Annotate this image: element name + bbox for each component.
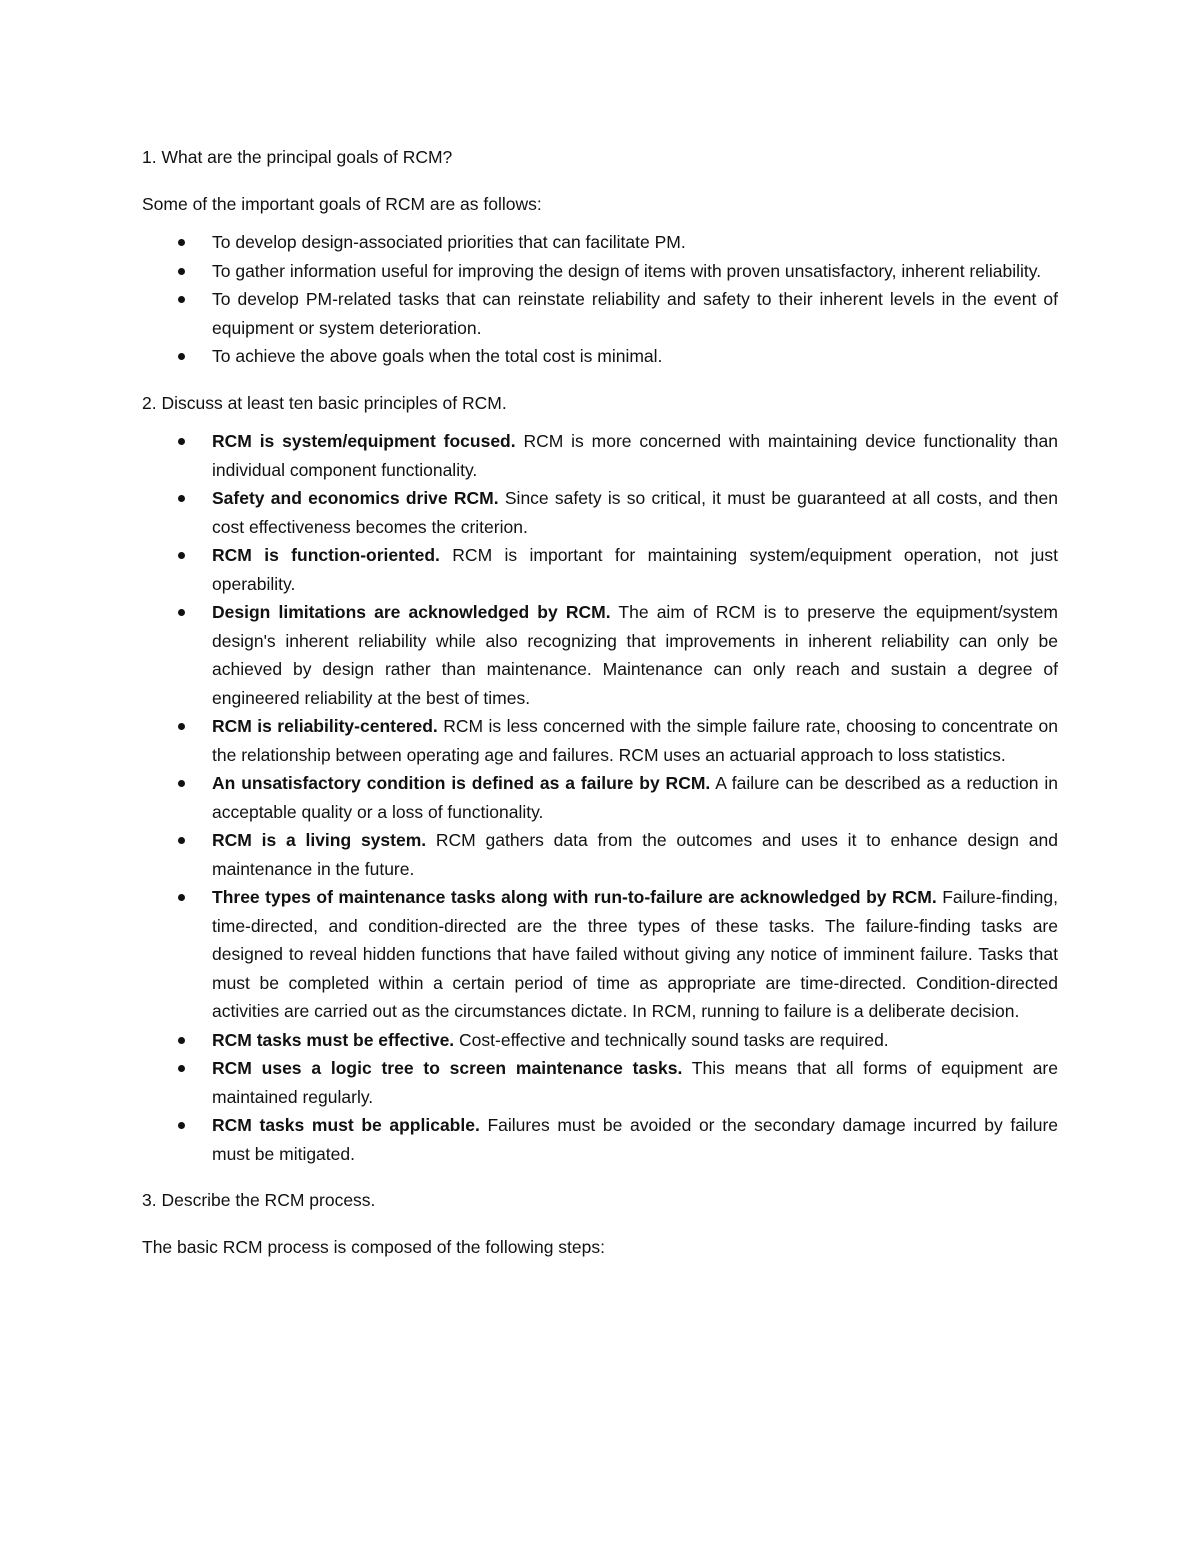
principle-title: An unsatisfactory condition is defined as a failure by RCM.	[212, 773, 711, 793]
list-item: To develop design-associated priorities that can facilitate PM.	[142, 228, 1058, 257]
principle-text: Failures must be avoided or the secondary damage incurred by failure must be mitigated.	[212, 1115, 1058, 1164]
list-item	[142, 427, 1058, 484]
bullet-icon	[178, 780, 185, 787]
list-item	[142, 598, 1058, 712]
principle-text: RCM is important for maintaining system/equipment operation, not just operability.	[212, 545, 1058, 594]
bullet-icon	[178, 1122, 185, 1129]
principle-title: RCM is reliability-centered.	[212, 716, 438, 736]
principle-title: Three types of maintenance tasks along with run-to-failure are acknowledged by RCM.	[212, 887, 937, 907]
bullet-icon	[178, 296, 185, 303]
principle-text: Failure-finding, time-directed, and condition-directed are the three types of these tasks. The failure-finding tasks are designed to reveal hidden functions that have failed without giving any notice of imminent failure. Tasks that must be completed within a certain period of time as appropriate are time-directed. Condition-directed activities are carried out as the circumstances dictate. In RCM, running to failure is a deliberate decision.	[212, 887, 1058, 1021]
principle-title: RCM is system/equipment focused.	[212, 431, 516, 451]
list-item	[142, 1054, 1058, 1111]
list-item: To develop PM-related tasks that can reinstate reliability and safety to their inherent levels in the event of equipment or system deterioration.	[142, 285, 1058, 342]
list-item: To achieve the above goals when the total cost is minimal.	[142, 342, 1058, 371]
bullet-icon	[178, 239, 185, 246]
document-page	[142, 143, 1058, 1279]
question-3: 3. Describe the RCM process.	[142, 1190, 376, 1210]
bullet-icon	[178, 609, 185, 616]
principle-title: RCM uses a logic tree to screen maintenance tasks.	[212, 1058, 683, 1078]
principle-text: A failure can be described as a reduction in acceptable quality or a loss of functionality.	[212, 773, 1058, 822]
principle-text: The aim of RCM is to preserve the equipment/system design's inherent reliability while also recognizing that improvements in inherent reliability can only be achieved by design rather than maintenance. Maintenance can only reach and sustain a degree of engineered reliability at the best of times.	[212, 602, 1058, 708]
question-2: 2. Discuss at least ten basic principles of RCM.	[142, 392, 507, 413]
bullet-icon	[178, 723, 185, 730]
principle-title: RCM tasks must be applicable.	[212, 1115, 480, 1135]
principle-title: Safety and economics drive RCM.	[212, 488, 499, 508]
principle-text: Since safety is so critical, it must be guaranteed at all costs, and then cost effectiveness becomes the criterion.	[212, 488, 1058, 537]
question-1-intro: Some of the important goals of RCM are as follows:	[142, 193, 542, 214]
question-3-intro: The basic RCM process is composed of the following steps:	[142, 1236, 605, 1257]
principle-title: RCM tasks must be effective.	[212, 1029, 455, 1050]
question-1: 1. What are the principal goals of RCM?	[142, 147, 453, 167]
principle-text: Cost-effective and technically sound tasks are required.	[454, 1029, 889, 1050]
principle-text: RCM is more concerned with maintaining device functionality than individual component functionality.	[212, 431, 1058, 480]
principle-text: This means that all forms of equipment are maintained regularly.	[212, 1058, 1058, 1107]
principle-title: RCM is function-oriented.	[212, 545, 440, 565]
bullet-icon	[178, 552, 185, 559]
bullet-icon	[178, 1065, 185, 1072]
principle-title: Design limitations are acknowledged by RCM.	[212, 602, 611, 622]
principles-list	[142, 427, 1058, 1168]
list-item	[142, 541, 1058, 598]
list-item	[142, 826, 1058, 883]
principle-title: RCM is a living system.	[212, 830, 427, 850]
list-item	[142, 883, 1058, 1026]
list-item	[142, 1026, 1058, 1055]
bullet-icon	[178, 495, 185, 502]
list-item	[142, 769, 1058, 826]
list-item: To gather information useful for improving the design of items with proven unsatisfactory, inherent reliability.	[142, 257, 1058, 286]
bullet-icon	[178, 268, 185, 275]
list-item	[142, 712, 1058, 769]
goals-list	[142, 228, 1058, 371]
bullet-icon	[178, 353, 185, 360]
bullet-icon	[178, 438, 185, 445]
bullet-icon	[178, 1037, 185, 1044]
principle-text: RCM is less concerned with the simple failure rate, choosing to concentrate on the relationship between operating age and failures. RCM uses an actuarial approach to loss statistics.	[212, 716, 1058, 765]
principle-text: RCM gathers data from the outcomes and uses it to enhance design and maintenance in the future.	[212, 830, 1059, 879]
list-item	[142, 484, 1058, 541]
bullet-icon	[178, 837, 185, 844]
bullet-icon	[178, 894, 185, 901]
list-item	[142, 1111, 1058, 1168]
